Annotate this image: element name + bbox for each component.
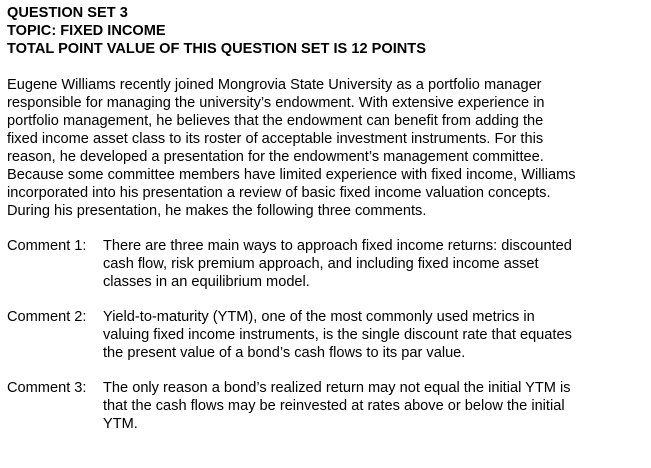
intro-line: During his presentation, he makes the following three comments. [7,203,427,219]
comment-body [103,237,647,291]
comment-1 [7,237,647,291]
intro-line: incorporated into his presentation a review of basic fixed income valuation concepts. [7,185,551,201]
comment-body [103,379,647,433]
comment-3 [7,379,647,433]
point-value-line: TOTAL POINT VALUE OF THIS QUESTION SET IS 12 POINTS [7,41,426,57]
intro-line: portfolio management, he believes that the endowment can benefit from adding the [7,113,544,129]
intro-line: reason, he developed a presentation for the endowment’s management committee. [7,149,544,165]
intro-paragraph [7,76,647,220]
comment-2 [7,308,647,362]
comment-line: There are three main ways to approach fixed income returns: discounted [103,238,572,254]
comment-line: cash flow, risk premium approach, and including fixed income asset [103,256,539,272]
intro-line: Eugene Williams recently joined Mongrovia State University as a portfolio manager [7,77,542,93]
topic-line: TOPIC: FIXED INCOME [7,23,166,39]
comment-line: valuing fixed income instruments, is the single discount rate that equates [103,327,572,343]
intro-line: Because some committee members have limited experience with fixed income, Williams [7,167,576,183]
comment-line: that the cash flows may be reinvested at rates above or below the initial [103,398,565,414]
question-set-title: QUESTION SET 3 [7,5,128,21]
intro-line: fixed income asset class to its roster of acceptable investment instruments. For this [7,131,544,147]
comment-label: Comment 1: [7,238,87,254]
document-page [7,4,647,433]
comment-line: Yield-to-maturity (YTM), one of the most commonly used metrics in [103,309,535,325]
comment-line: YTM. [103,416,138,432]
comment-label: Comment 3: [7,380,87,396]
comment-label: Comment 2: [7,309,87,325]
comment-line: classes in an equilibrium model. [103,274,310,290]
intro-line: responsible for managing the university’s endowment. With extensive experience in [7,95,545,111]
question-set-header [7,4,647,58]
comment-line: The only reason a bond’s realized return may not equal the initial YTM is [103,380,571,396]
comment-line: the present value of a bond’s cash flows to its par value. [103,345,466,361]
comment-body [103,308,647,362]
